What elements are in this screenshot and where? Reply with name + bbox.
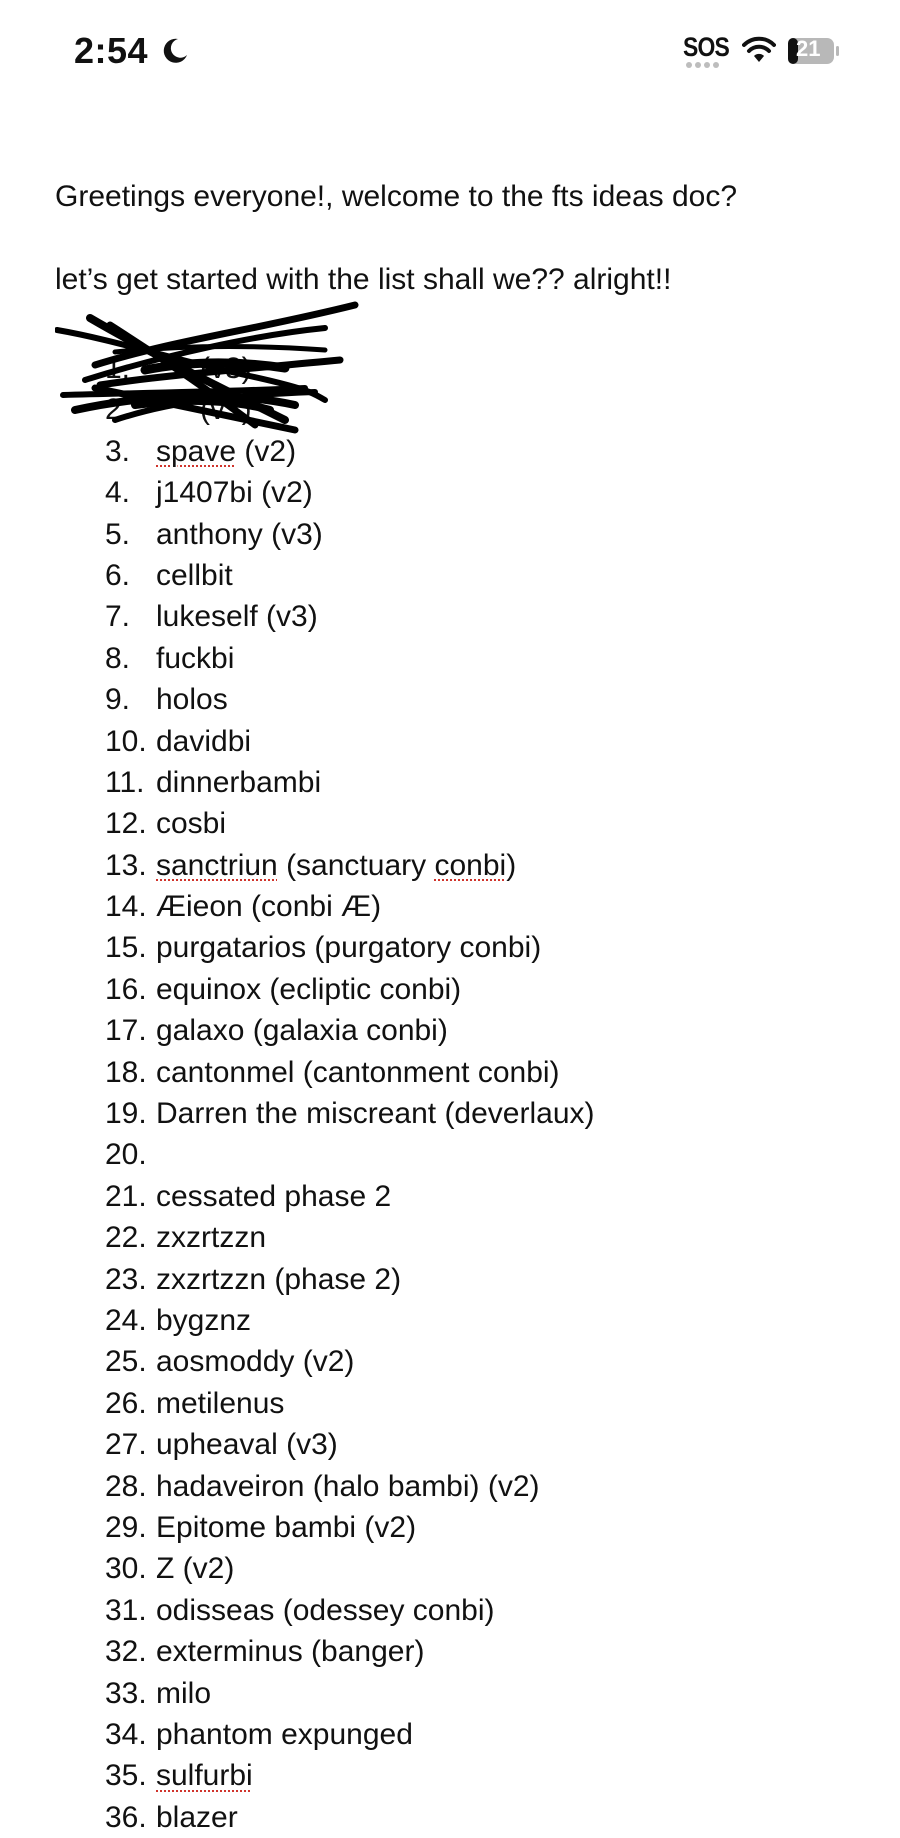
list-item[interactable] xyxy=(105,1010,865,1051)
list-item[interactable] xyxy=(105,1259,865,1300)
list-item[interactable] xyxy=(105,1755,865,1796)
list-item-number: 17. xyxy=(105,1014,147,1048)
list-item-number: 36. xyxy=(105,1800,147,1834)
list-item-number: 13. xyxy=(105,848,147,882)
list-item-number: 21. xyxy=(105,1179,147,1213)
list-item-text: cessated phase 2 xyxy=(156,1179,392,1213)
spellcheck-word[interactable]: sanctriun xyxy=(156,848,278,882)
list-item-text: anthony (v3) xyxy=(156,517,323,551)
list-item-number: 8. xyxy=(105,641,131,675)
list-item-number: 10. xyxy=(105,724,147,758)
spellcheck-word[interactable]: conbi xyxy=(434,848,507,882)
list-item-text: purgatarios (purgatory conbi) xyxy=(156,931,542,965)
wifi-icon xyxy=(742,36,776,64)
spellcheck-word[interactable]: sulfurbi xyxy=(156,1759,253,1793)
list-item[interactable] xyxy=(105,679,865,720)
list-item[interactable] xyxy=(105,472,865,513)
list-item-number: 15. xyxy=(105,931,147,965)
list-item-number: 20. xyxy=(105,1138,147,1172)
list-item[interactable] xyxy=(105,1093,865,1134)
list-item-number: 6. xyxy=(105,558,131,592)
list-item-number: 9. xyxy=(105,683,131,717)
list-item[interactable] xyxy=(105,1134,865,1175)
list-item-text: (v3) xyxy=(200,352,252,385)
list-item-text: milo xyxy=(156,1676,212,1710)
greeting-text: Greetings everyone!, welcome to the fts ideas doc? xyxy=(55,180,738,213)
list-item-number: 29. xyxy=(105,1510,147,1544)
list-item[interactable] xyxy=(105,1300,865,1341)
list-item[interactable] xyxy=(105,514,865,555)
list-item-number: 31. xyxy=(105,1593,147,1627)
list-item[interactable] xyxy=(105,762,865,803)
list-item[interactable] xyxy=(105,845,865,886)
list-item-number: 27. xyxy=(105,1428,147,1462)
list-item-text: cellbit xyxy=(156,558,233,592)
list-item-text: odisseas (odessey conbi) xyxy=(156,1593,495,1627)
list-item[interactable] xyxy=(105,596,865,637)
list-item[interactable] xyxy=(105,1383,865,1424)
list-item-number: 4. xyxy=(105,476,131,510)
scribble-strikeout xyxy=(55,300,375,445)
list-item-text: spave (v2) xyxy=(156,434,297,468)
list-item-text: metilenus xyxy=(156,1386,285,1420)
list-item-number: 30. xyxy=(105,1552,147,1586)
list-item-text: cantonmel (cantonment conbi) xyxy=(156,1055,560,1089)
list-item-number: 7. xyxy=(105,600,131,634)
list-item-text: Z (v2) xyxy=(156,1552,235,1586)
list-item-number: 35. xyxy=(105,1759,147,1793)
ideas-list[interactable] xyxy=(105,348,865,1838)
list-item-number: 33. xyxy=(105,1676,147,1710)
list-item-text: Æieon (conbi Æ) xyxy=(156,890,382,924)
list-item-text: zxzrtzzn xyxy=(156,1221,267,1255)
list-item-text: hadaveiron (halo bambi) (v2) xyxy=(156,1469,540,1503)
list-item-number: 24. xyxy=(105,1303,147,1337)
list-item-number: 18. xyxy=(105,1055,147,1089)
list-item-number: 12. xyxy=(105,807,147,841)
list-item-text: lukeself (v3) xyxy=(156,600,318,634)
list-item-text: zxzrtzzn (phase 2) xyxy=(156,1262,402,1296)
list-item[interactable] xyxy=(105,969,865,1010)
list-item[interactable] xyxy=(105,1590,865,1631)
list-item[interactable] xyxy=(105,1052,865,1093)
list-item[interactable] xyxy=(105,1548,865,1589)
list-item[interactable] xyxy=(105,1673,865,1714)
list-item[interactable] xyxy=(105,1341,865,1382)
list-item-text: equinox (ecliptic conbi) xyxy=(156,972,462,1006)
list-item[interactable] xyxy=(105,803,865,844)
list-item-number: 34. xyxy=(105,1717,147,1751)
list-item-text: davidbi xyxy=(156,724,252,758)
sos-indicator: SOS xyxy=(683,32,729,62)
list-item-number: 22. xyxy=(105,1221,147,1255)
list-item-number: 3. xyxy=(105,434,131,468)
list-item-number: 28. xyxy=(105,1469,147,1503)
list-item-text: sanctriun (sanctuary conbi) xyxy=(156,848,517,882)
list-item-text: exterminus (banger) xyxy=(156,1635,425,1669)
list-item[interactable] xyxy=(105,1466,865,1507)
list-item[interactable] xyxy=(105,1714,865,1755)
spellcheck-word[interactable]: spave xyxy=(156,434,237,468)
list-item-number: 2. xyxy=(105,393,131,427)
list-item-number: 26. xyxy=(105,1386,147,1420)
list-item-number: 11. xyxy=(105,765,145,799)
list-item-text: (v3) xyxy=(200,393,252,427)
list-item-text: bygznz xyxy=(156,1303,252,1337)
list-item-text: dinnerbambi xyxy=(156,765,322,799)
intro-text: let’s get started with the list shall we?? alright!! xyxy=(55,263,672,296)
list-item[interactable] xyxy=(105,1507,865,1548)
list-item[interactable] xyxy=(105,1631,865,1672)
list-item-text: Darren the miscreant (deverlaux) xyxy=(156,1097,595,1131)
list-item-text: Epitome bambi (v2) xyxy=(156,1510,417,1544)
status-time: 2:54 xyxy=(74,30,149,71)
list-item-text: fuckbi xyxy=(156,641,235,675)
list-item-number: 19. xyxy=(105,1097,147,1131)
list-item-number: 16. xyxy=(105,972,147,1006)
list-item-number: 14. xyxy=(105,890,147,924)
list-item[interactable] xyxy=(105,927,865,968)
list-item[interactable] xyxy=(105,886,865,927)
list-item[interactable] xyxy=(105,638,865,679)
list-item-number: 1. xyxy=(105,352,131,385)
moon-icon xyxy=(160,36,190,66)
list-item-number: 25. xyxy=(105,1345,147,1379)
list-item-text: aosmoddy (v2) xyxy=(156,1345,355,1379)
list-item-text: galaxo (galaxia conbi) xyxy=(156,1014,448,1048)
list-item-text: phantom expunged xyxy=(156,1717,413,1751)
list-item-number: 5. xyxy=(105,517,131,551)
status-bar xyxy=(0,0,900,100)
list-item-text xyxy=(156,1759,253,1792)
list-item[interactable] xyxy=(105,555,865,596)
document-body[interactable] xyxy=(55,180,875,297)
list-item-number: 23. xyxy=(105,1262,147,1296)
list-item-text: cosbi xyxy=(156,807,227,841)
list-item[interactable] xyxy=(105,1176,865,1217)
signal-dots-icon xyxy=(686,62,719,68)
list-item-text: upheaval (v3) xyxy=(156,1428,338,1462)
list-item[interactable] xyxy=(105,1217,865,1258)
battery-level: 21 xyxy=(796,36,821,61)
list-item-text: holos xyxy=(156,683,228,717)
list-item[interactable] xyxy=(105,1424,865,1465)
list-item-text: blazer xyxy=(156,1800,238,1834)
list-item[interactable] xyxy=(105,721,865,762)
list-item-number: 32. xyxy=(105,1635,147,1669)
list-item-text: j1407bi (v2) xyxy=(156,476,313,510)
